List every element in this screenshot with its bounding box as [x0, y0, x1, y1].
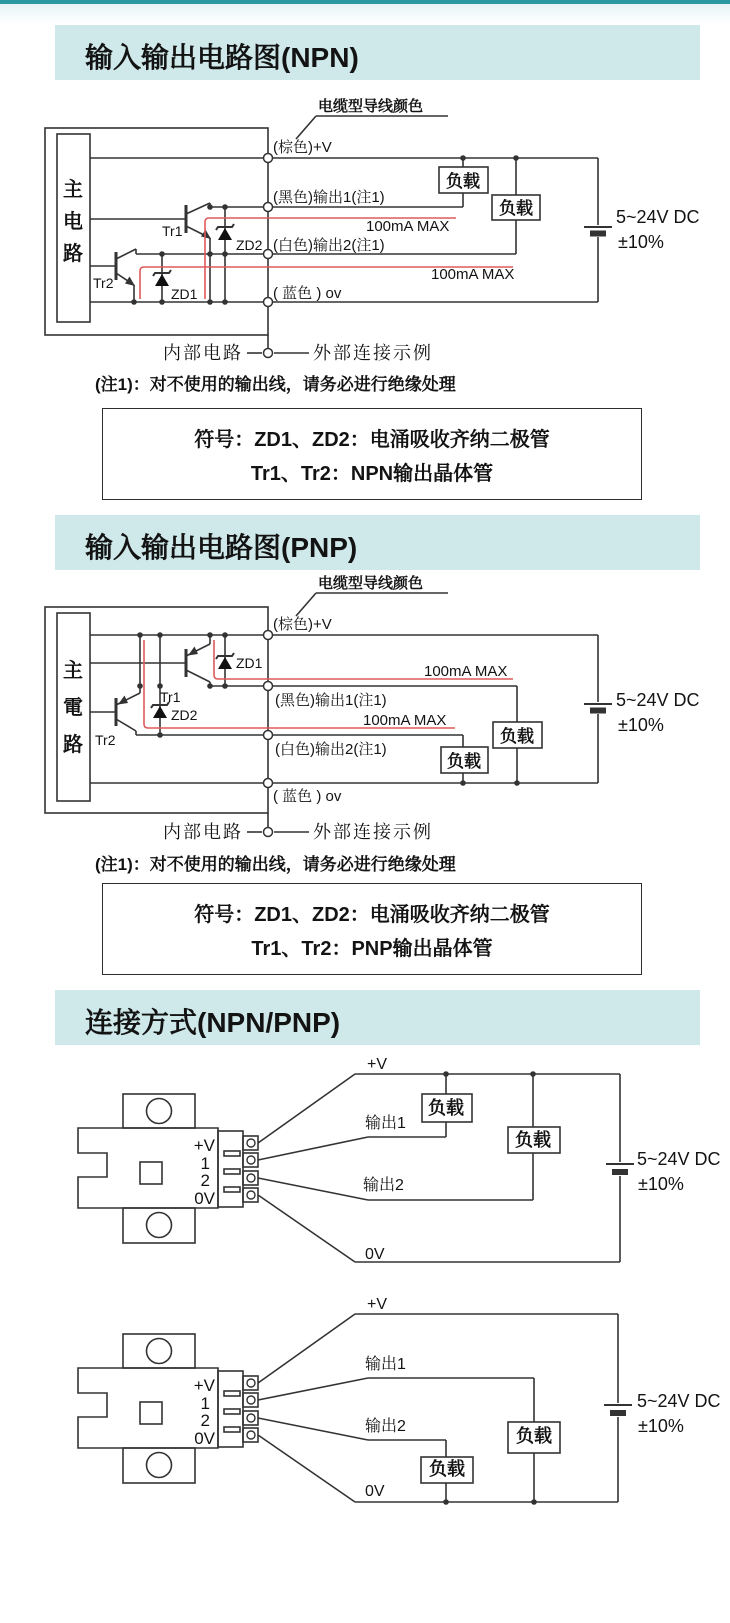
conn2-supply-voltage: 5~24V DC [637, 1391, 721, 1411]
sensor2-terminal-holes [247, 1379, 255, 1439]
npn-legend-internal: 内部电路 [163, 343, 243, 363]
npn-load2-label: 负载 [499, 199, 533, 218]
npn-vplus-label: (棕色)+V [273, 139, 332, 156]
npn-out2-label: (白色)输出2(注1) [273, 237, 385, 254]
npn-symbol-line2: Tr1、Tr2：NPN输出晶体管 [250, 462, 494, 485]
conn2-battery-icon [604, 1405, 632, 1413]
conn2-supply-tolerance: ±10% [638, 1416, 684, 1436]
pnp-current-paths [144, 640, 513, 728]
sensor1-terminal-2: 2 [200, 1171, 210, 1190]
conn2-wire-vplus: +V [367, 1296, 388, 1313]
pnp-out1-label: (黑色)输出1(注1) [275, 692, 387, 709]
npn-symbol-box [102, 408, 642, 500]
connection-diagram-2-svg [0, 1290, 730, 1535]
sensor2-body [78, 1334, 258, 1483]
section-header-npn [55, 25, 700, 80]
sensor1-window [140, 1162, 162, 1184]
pnp-load1-label: 负载 [500, 727, 534, 746]
conn1-supply-tolerance: ±10% [638, 1174, 684, 1194]
pnp-note: (注1)：对不使用的输出线，请务必进行绝缘处理 [95, 855, 456, 874]
npn-supply-tolerance: ±10% [618, 232, 664, 252]
section-title-npn: 输入输出电路图(NPN) [85, 42, 359, 73]
pnp-vplus-label: (棕色)+V [273, 616, 332, 633]
pnp-transistor-tr1-icon [90, 635, 210, 686]
npn-out1-label: (黑色)输出1(注1) [273, 189, 385, 206]
npn-current2-label: 100mA MAX [431, 266, 515, 283]
sensor1-terminal-vplus: +V [193, 1136, 215, 1155]
sensor1-terminal-holes [247, 1139, 255, 1199]
sensor1-top-hole [147, 1099, 172, 1124]
pnp-main-circuit-char1: 主 [63, 660, 83, 682]
npn-note: (注1)：对不使用的输出线，请务必进行绝缘处理 [95, 375, 456, 394]
npn-symbol-line1: 符号：ZD1、ZD2：电涌吸收齐纳二极管 [194, 428, 550, 451]
top-fade-strip [0, 4, 730, 24]
npn-gnd-label: ( 蓝色 ) ov [273, 285, 342, 302]
pnp-load2-label: 负载 [447, 752, 481, 771]
npn-main-circuit-char2: 电 [63, 211, 83, 233]
section-title-connection: 连接方式(NPN/PNP) [85, 1007, 341, 1038]
pnp-tr2-label: Tr2 [95, 732, 116, 748]
pnp-battery-icon [584, 704, 612, 711]
npn-legend-external: 外部连接示例 [313, 343, 433, 363]
npn-cable-label: 电缆型导线颜色 [318, 98, 424, 115]
npn-circuit-svg [0, 88, 730, 365]
conn1-wire-vplus: +V [367, 1056, 388, 1073]
sensor2-window [140, 1402, 162, 1424]
conn2-wire-0v: 0V [365, 1483, 385, 1500]
conn1-supply-voltage: 5~24V DC [637, 1149, 721, 1169]
npn-tr2-label: Tr2 [93, 275, 114, 291]
conn2-load1-label: 负载 [516, 1426, 552, 1446]
pnp-legend-external: 外部连接示例 [313, 822, 433, 842]
conn1-wire-out1: 输出1 [365, 1115, 406, 1132]
pnp-main-circuit-char2: 電 [63, 697, 83, 719]
pnp-current2-label: 100mA MAX [363, 712, 447, 729]
conn2-wire-out2: 输出2 [365, 1418, 406, 1435]
pnp-supply-voltage: 5~24V DC [616, 690, 700, 710]
npn-zener-zd1-icon [153, 254, 171, 302]
npn-zd1-label: ZD1 [171, 286, 198, 302]
npn-tr1-label: Tr1 [162, 223, 183, 239]
pnp-cable-label: 电缆型导线颜色 [318, 575, 424, 592]
section-title-pnp: 输入输出电路图(PNP) [85, 532, 358, 563]
npn-zd2-label: ZD2 [236, 237, 263, 253]
sensor1-bottom-hole [147, 1213, 172, 1238]
npn-battery-icon [584, 227, 612, 234]
pnp-out2-label: (白色)输出2(注1) [275, 741, 387, 758]
sensor2-terminal-2: 2 [200, 1411, 210, 1430]
sensor2-bottom-hole [147, 1453, 172, 1478]
npn-load1-label: 负载 [446, 172, 480, 191]
connection-diagram-1-svg [0, 1050, 730, 1290]
section-header-pnp [55, 515, 700, 570]
sensor2-terminal-1: 1 [200, 1394, 210, 1413]
pnp-circuit-svg [0, 570, 730, 848]
pnp-current1-label: 100mA MAX [424, 663, 508, 680]
sensor1-terminal-1: 1 [200, 1154, 210, 1173]
npn-main-circuit-char1: 主 [63, 179, 83, 201]
sensor2-top-hole [147, 1339, 172, 1364]
pnp-main-circuit-char3: 路 [63, 734, 83, 756]
conn2-wire-out1: 输出1 [365, 1356, 406, 1373]
conn1-wire-0v: 0V [365, 1246, 385, 1263]
npn-supply-voltage: 5~24V DC [616, 207, 700, 227]
pnp-legend-internal: 内部电路 [163, 822, 243, 842]
conn1-wire-out2: 输出2 [363, 1177, 404, 1194]
sensor1-body [78, 1094, 258, 1243]
npn-main-circuit-char3: 路 [63, 243, 83, 265]
conn2-load2-label: 负载 [429, 1459, 465, 1479]
conn1-battery-icon [606, 1164, 634, 1172]
pnp-symbol-line2: Tr1、Tr2：PNP输出晶体管 [251, 937, 493, 960]
pnp-transistor-tr2-icon [90, 635, 140, 735]
pnp-zd2-label: ZD2 [171, 707, 198, 723]
conn1-load2-label: 负载 [515, 1130, 551, 1150]
sensor2-terminal-0v: 0V [194, 1429, 215, 1448]
pnp-supply-tolerance: ±10% [618, 715, 664, 735]
sensor2-terminal-vplus: +V [193, 1376, 215, 1395]
pnp-symbol-box [102, 883, 642, 975]
npn-current1-label: 100mA MAX [366, 218, 450, 235]
pnp-gnd-label: ( 蓝色 ) ov [273, 788, 342, 805]
pnp-tr1-label: Tr1 [160, 689, 181, 705]
conn1-load1-label: 负载 [428, 1098, 464, 1118]
sensor1-terminal-0v: 0V [194, 1189, 215, 1208]
section-header-connection [55, 990, 700, 1045]
pnp-symbol-line1: 符号：ZD1、ZD2：电涌吸收齐纳二极管 [194, 903, 550, 926]
pnp-zd1-label: ZD1 [236, 655, 263, 671]
